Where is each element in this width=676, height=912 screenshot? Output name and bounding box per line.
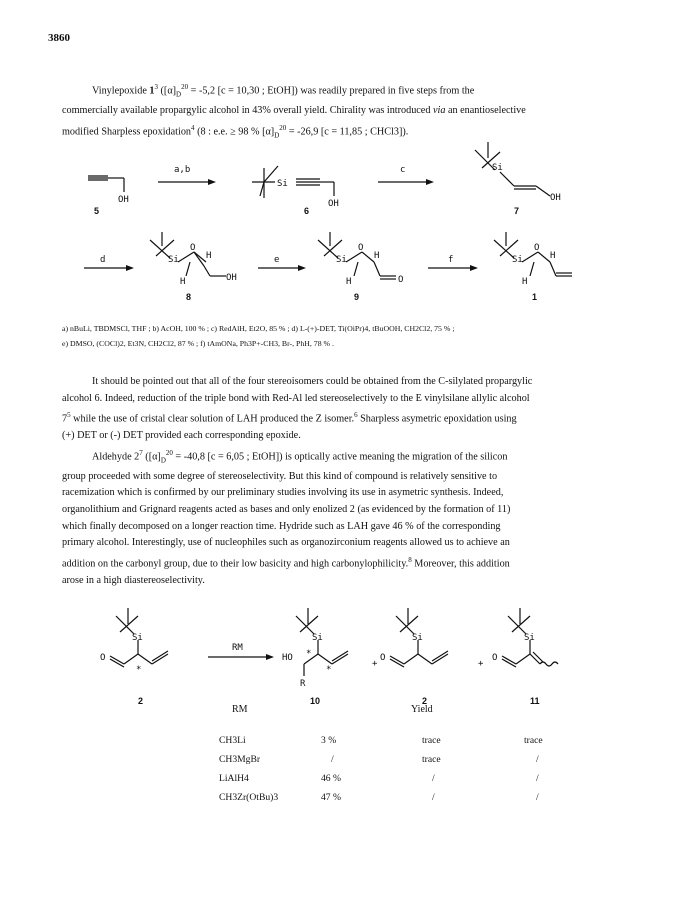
table-row [219, 788, 543, 807]
compound-label-2-product: 2 [422, 696, 428, 706]
yield-table [219, 731, 543, 807]
atom-label: R [300, 679, 306, 689]
atom-label: H [180, 277, 186, 287]
intro-line-1: Vinylepoxide $1^3$ ($[\alpha]_D^{20} = -5,2$ [c = 10,30 ; EtOH]) was readily prepared in five steps from the [92, 83, 475, 99]
table-header-rm: RM [232, 704, 248, 715]
yield-11-cell: / [536, 773, 539, 784]
atom-label: OH [226, 273, 237, 283]
yield-10-cell: 46 % [321, 773, 341, 784]
table-header-yield: Yield [411, 704, 433, 715]
table-row [219, 750, 543, 769]
body-line: arose in a high diastereoselectivity. [62, 574, 205, 586]
atom-label: * [326, 665, 332, 675]
body-line: addition on the carbonyl group, due to their low basicity and high carbonylophilicity.$^8$ Moreover, this addition [62, 555, 510, 570]
yield-10-cell: 3 % [321, 735, 337, 746]
body-line: racemization which is confirmed by our preliminary studies involving its use in asymetric synthesis. Indeed, [62, 487, 504, 499]
atom-label: O [534, 243, 540, 253]
compound-label-9: 9 [354, 292, 360, 302]
body-line: Aldehyde $2^7$ ($[\alpha]_D^{20} = -40,8$ [c = 6,05 ; EtOH]) is optically active meaning the migration of the silicon [92, 448, 508, 465]
yield-2-cell: / [432, 773, 435, 784]
yield-11-cell: / [536, 792, 539, 803]
compound-label-11: 11 [530, 696, 540, 706]
yield-11-cell: trace [524, 735, 543, 746]
atom-label: Si [512, 255, 523, 265]
compound-1-structure [494, 232, 572, 276]
rm-cell: CH3Zr(OtBu)3 [219, 792, 279, 803]
intro-paragraph [62, 79, 608, 144]
atom-label: Si [132, 633, 143, 643]
arrow-label-rm: RM [232, 643, 243, 653]
atom-label: H [206, 251, 212, 261]
compound-7-structure [475, 142, 550, 196]
body-line: organolithium and Grignard reagents acted as bases and only enolized 2 (as evidenced by the formation of 11) [62, 503, 511, 515]
table-row [219, 731, 543, 750]
body-line: which finally decomposed on a longer reaction time. Hydride such as LAH gave 46 % of the corresponding [62, 520, 501, 532]
atom-label: * [306, 649, 312, 659]
rm-cell: CH3MgBr [219, 754, 261, 765]
atom-label: H [522, 277, 528, 287]
atom-label: * [136, 665, 142, 675]
footnote-line-1: a) nBuLi, TBDMSCl, THF ; b) AcOH, 100 % ; c) RedAlH, Et2O, 85 % ; d) L-(+)-DET, Ti(OiPr)4, tBuOOH, CH2Cl2, 75 % ; [62, 324, 455, 333]
compound-label-8: 8 [186, 292, 192, 302]
atom-label: Si [492, 163, 503, 173]
plus-sign: + [478, 659, 484, 669]
body-line: alcohol 6. Indeed, reduction of the triple bond with Red-Al led stereoselectively to the E vinylsilane allylic alcohol [62, 392, 530, 404]
scheme-footnote [62, 321, 622, 351]
atom-label: O [380, 653, 386, 663]
compound-label-5: 5 [94, 206, 100, 216]
atom-label: Si [312, 633, 323, 643]
body-line: $7^5$ while the use of cristal clear solution of LAH produced the Z isomer.$^6$ Sharpless asymetric epoxidation using [62, 411, 517, 425]
compound-label-1: 1 [532, 292, 538, 302]
atom-label: O [190, 243, 196, 253]
atom-label: Si [524, 633, 535, 643]
compound-label-6: 6 [304, 206, 310, 216]
atom-label: OH [118, 195, 129, 205]
synthesis-scheme [0, 140, 676, 320]
rm-cell: CH3Li [219, 735, 246, 746]
atom-label: O [358, 243, 364, 253]
body-line: (+) DET or (-) DET provided each corresponding epoxide. [62, 430, 301, 442]
rm-cell: LiAlH4 [219, 773, 249, 784]
intro-line-2: commercially available propargylic alcohol in 43% overall yield. Chirality was introduced via an enantioselective [62, 105, 526, 117]
arrow-label-ab: a,b [174, 165, 191, 175]
body-text [62, 374, 608, 589]
body-line: group proceeded with some degree of stereoselectivity. But this kind of compound is relatively sensitive to [62, 470, 498, 482]
atom-label: Si [277, 179, 288, 189]
arrow-label-f: f [448, 255, 454, 265]
atom-label: O [492, 653, 498, 663]
footnote-line-2: e) DMSO, (COCl)2, Et3N, CH2Cl2, 87 % ; f) tAmONa, Ph3P+-CH3, Br-, PhH, 78 % . [62, 339, 334, 348]
compound-label-7: 7 [514, 206, 520, 216]
atom-label: Si [168, 255, 179, 265]
atom-label: Si [412, 633, 423, 643]
atom-label: O [100, 653, 106, 663]
compound-6-structure [252, 166, 334, 198]
page-number: 3860 [48, 32, 70, 44]
compound-label-10: 10 [310, 696, 321, 706]
table-row [219, 769, 543, 788]
atom-label: OH [328, 199, 339, 209]
yield-10-cell: / [331, 754, 334, 765]
atom-label: H [374, 251, 380, 261]
compound-label-2: 2 [138, 696, 144, 706]
yield-11-cell: / [536, 754, 539, 765]
arrow-label-e: e [274, 255, 280, 265]
body-line: primary alcohol. Interestingly, use of nucleophiles such as organozirconium reagents allowed us to achieve an [62, 537, 510, 549]
compound-9-structure [318, 232, 396, 279]
arrow-label-d: d [100, 255, 106, 265]
yield-2-cell: trace [422, 754, 441, 765]
yield-10-cell: 47 % [321, 792, 341, 803]
atom-label: H [550, 251, 556, 261]
compound-8-structure [150, 232, 226, 276]
atom-label: Si [336, 255, 347, 265]
atom-label: H [346, 277, 352, 287]
atom-label: O [398, 275, 404, 285]
plus-sign: + [372, 659, 378, 669]
body-line: It should be pointed out that all of the four stereoisomers could be obtained from the C-silylated propargylic [92, 376, 533, 387]
intro-line-3: modified Sharpless epoxidation$^4$ (8 : e.e. ≥ 98 % $[\alpha]_D^{20} = -26,9$ [c = 11,85 ; CHCl3]). [62, 123, 409, 140]
arrow-label-c: c [400, 165, 406, 175]
compound-5-structure [88, 176, 124, 192]
addition-scheme [0, 600, 676, 710]
atom-label: HO [282, 653, 293, 663]
yield-2-cell: / [432, 792, 435, 803]
atom-label: OH [550, 193, 561, 203]
yield-2-cell: trace [422, 735, 441, 746]
